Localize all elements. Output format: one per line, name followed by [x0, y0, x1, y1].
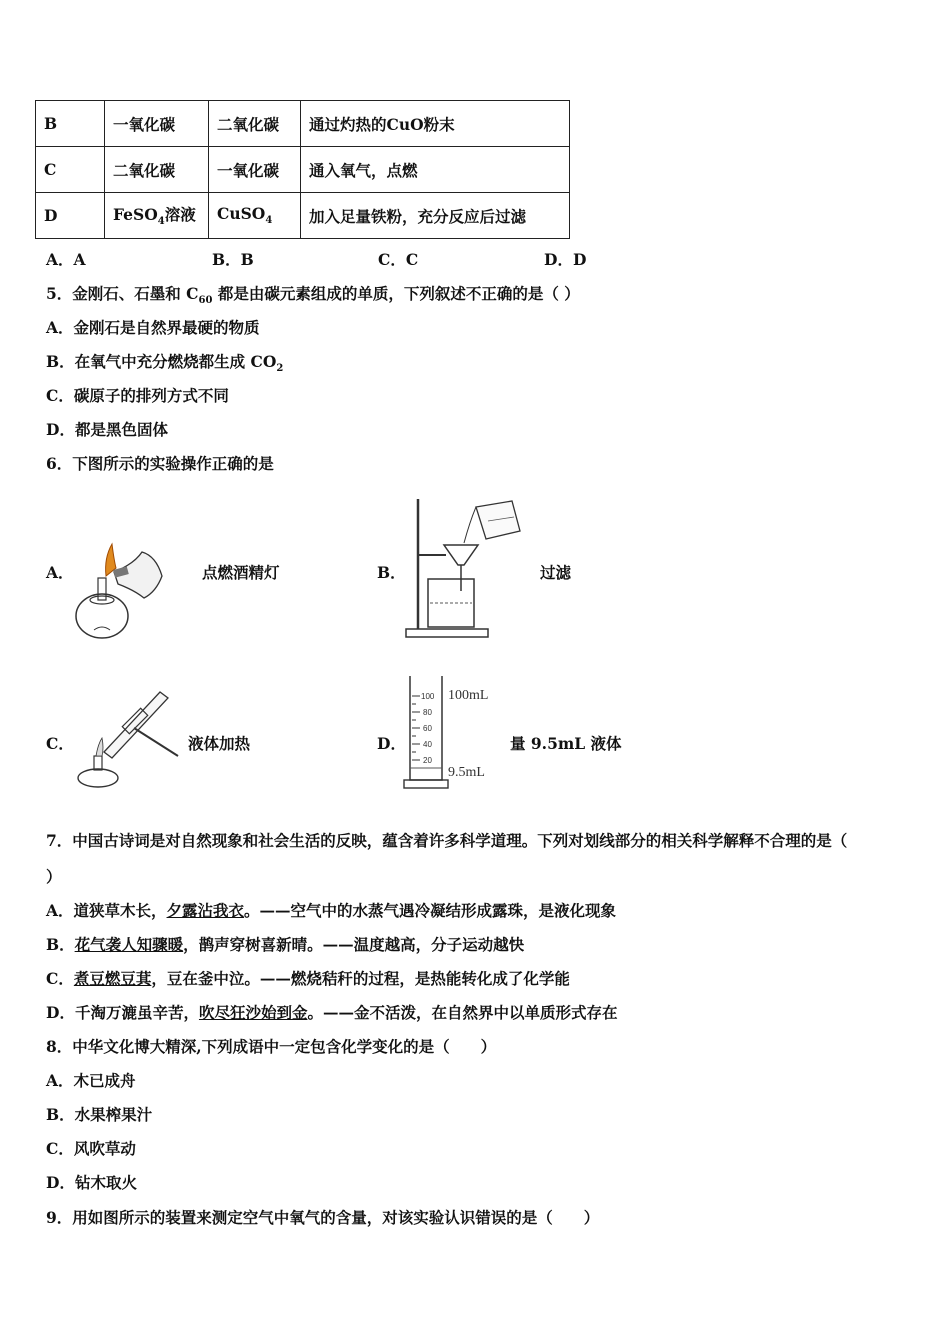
- q4-choice-c: C．C: [378, 250, 419, 269]
- table-cell-key: D: [36, 193, 105, 239]
- cylinder-tick-label: 100: [421, 692, 435, 701]
- cylinder-tick-label: 60: [423, 724, 432, 733]
- table-cell: 二氧化碳: [105, 147, 209, 193]
- q4-choice-a: A．A: [46, 250, 86, 269]
- table-cell: 二氧化碳: [209, 101, 301, 147]
- q6-b-label: 过滤: [540, 563, 572, 582]
- q7-option-a: A．道狭草木长，夕露沾我衣。——空气中的水蒸气遇冷凝结形成露珠，是液化现象: [46, 901, 617, 920]
- q5-option-c: C．碳原子的排列方式不同: [46, 386, 229, 405]
- alcohol-lamp-figure: [70, 538, 170, 642]
- table-row: [36, 101, 570, 147]
- q6-b-letter: B．: [377, 563, 406, 582]
- q8-option-d: D．钻木取火: [46, 1173, 137, 1192]
- table-cell: 一氧化碳: [209, 147, 301, 193]
- q4-choice-b: B．B: [212, 250, 254, 269]
- q5-stem: 5．金刚石、石墨和 $C_{60}$ 都是由碳元素组成的单质，下列叙述不正确的是（ ）: [46, 284, 580, 307]
- q7-stem: 7．中国古诗词是对自然现象和社会生活的反映，蕴含着许多科学道理。下列对划线部分的相关科学解释不合理的是（: [46, 831, 848, 850]
- q6-d-label: 量 9.5mL 液体: [510, 734, 622, 753]
- graduated-cylinder-figure: [402, 670, 512, 792]
- q8-stem: 8．中华文化博大精深,下列成语中一定包含化学变化的是（ ）: [46, 1037, 497, 1056]
- q6-stem: 6．下图所示的实验操作正确的是: [46, 454, 274, 473]
- q7-option-d: D．千淘万漉虽辛苦，吹尽狂沙始到金。——金不活泼，在自然界中以单质形式存在: [46, 1003, 618, 1022]
- cylinder-top-label: 100mL: [448, 688, 489, 703]
- q9-stem: 9．用如图所示的装置来测定空气中氧气的含量，对该实验认识错误的是（ ）: [46, 1208, 600, 1227]
- table-cell: 一氧化碳: [105, 101, 209, 147]
- cylinder-tick-label: 80: [423, 708, 432, 717]
- table-row: [36, 147, 570, 193]
- q6-c-label: 液体加热: [188, 734, 251, 753]
- cylinder-bottom-label: 9.5mL: [448, 765, 485, 780]
- table-cell: 加入足量铁粉，充分反应后过滤: [301, 193, 570, 239]
- table-cell: CuSO$_4$: [209, 193, 301, 239]
- q8-option-a: A．木已成舟: [46, 1071, 136, 1090]
- cylinder-tick-label: 40: [423, 740, 432, 749]
- q7-option-b: B．花气袭人知骤暖，鹊声穿树喜新晴。——温度越高，分子运动越快: [46, 935, 525, 954]
- q6-a-letter: A．: [46, 563, 74, 582]
- q4-choice-d: D．D: [544, 250, 587, 269]
- q5-option-b: B．在氧气中充分燃烧都生成 $CO_2$: [46, 352, 284, 375]
- table-cell: 通入氧气，点燃: [301, 147, 570, 193]
- q8-option-c: C．风吹草动: [46, 1139, 136, 1158]
- q6-c-letter: C．: [46, 734, 74, 753]
- cylinder-tick-label: 20: [423, 756, 432, 765]
- liquid-heating-figure: [74, 682, 186, 792]
- q6-d-letter: D．: [377, 734, 406, 753]
- table-cell: 通过灼热的CuO粉末: [301, 101, 570, 147]
- q5-option-d: D．都是黑色固体: [46, 420, 168, 439]
- options-table: [35, 100, 570, 239]
- table-row: [36, 193, 570, 239]
- q7-stem-end: ）: [46, 867, 62, 886]
- q5-option-a: A．金刚石是自然界最硬的物质: [46, 318, 260, 337]
- q8-option-b: B．水果榨果汁: [46, 1105, 153, 1124]
- table-cell-key: B: [36, 101, 105, 147]
- q7-option-c: C．煮豆燃豆萁，豆在釜中泣。——燃烧秸秆的过程，是热能转化成了化学能: [46, 969, 570, 988]
- filtration-figure: [402, 495, 527, 641]
- table-cell-key: C: [36, 147, 105, 193]
- table-cell: FeSO$_4$溶液: [105, 193, 209, 239]
- q6-a-label: 点燃酒精灯: [202, 563, 280, 582]
